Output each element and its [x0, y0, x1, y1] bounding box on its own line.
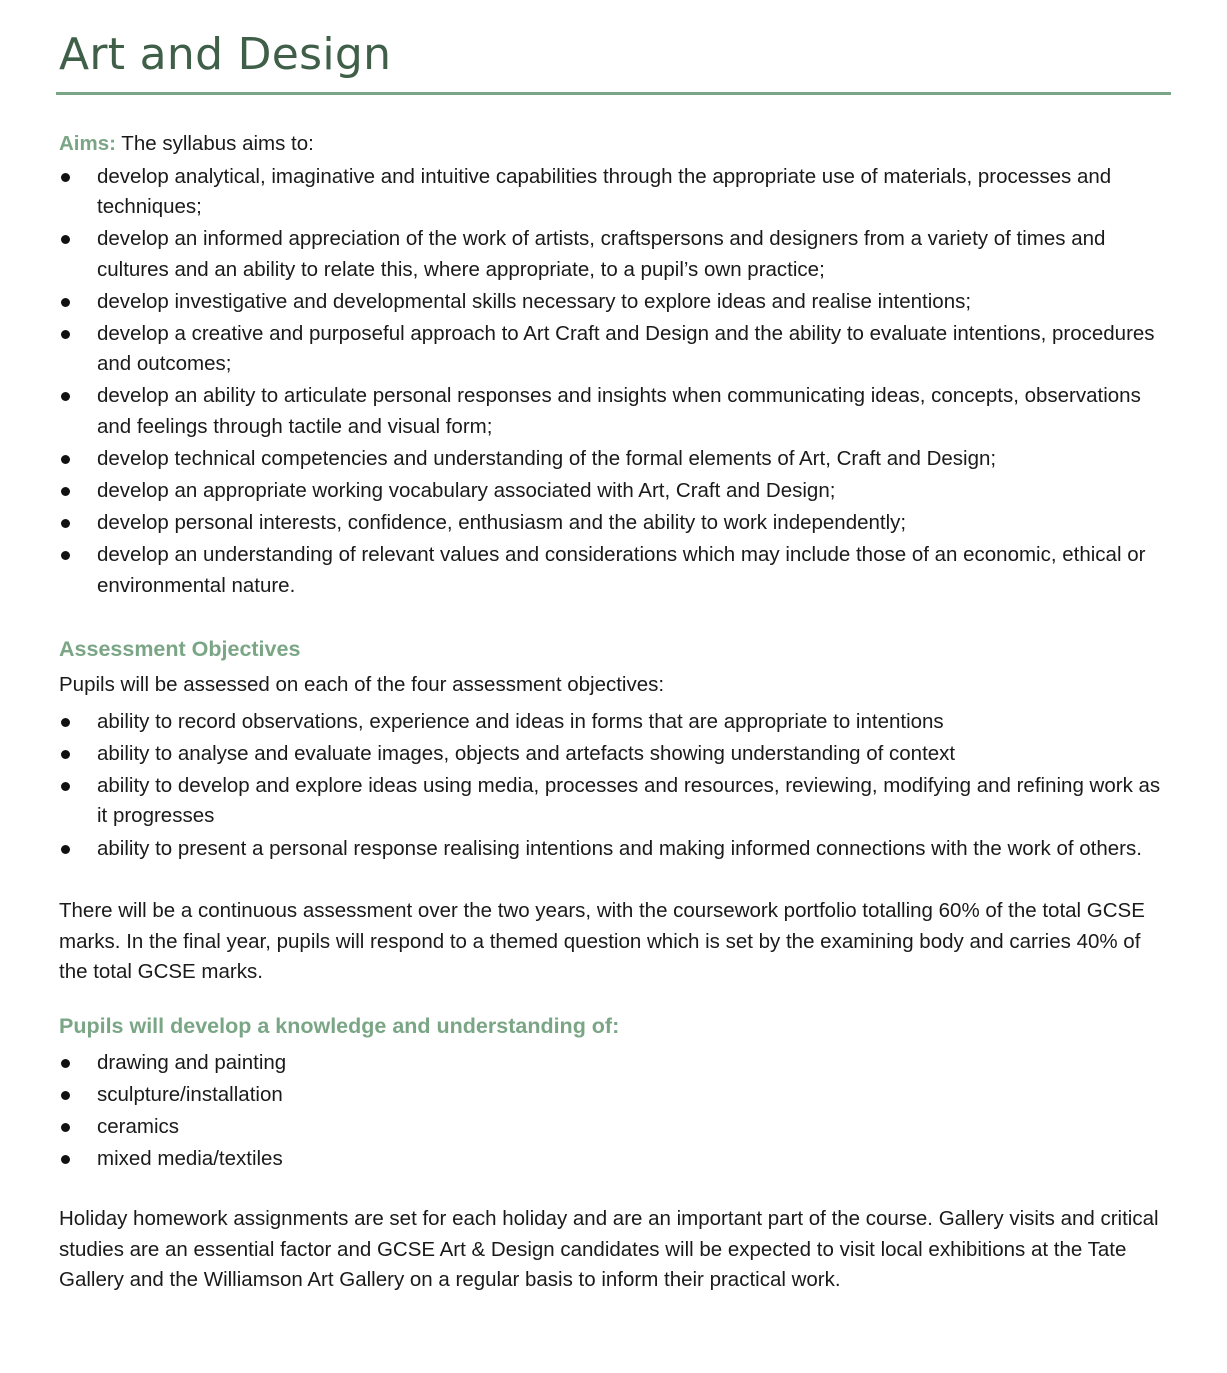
- list-item: ability to develop and explore ideas using media, processes and resources, reviewing, modifying and refining work as it progresses: [59, 771, 1171, 832]
- aims-heading: Aims:: [59, 132, 116, 155]
- list-item: develop a creative and purposeful approach to Art Craft and Design and the ability to evaluate intentions, procedures and outcomes;: [59, 319, 1171, 380]
- knowledge-list: [59, 1048, 1171, 1175]
- list-item: ability to record observations, experience and ideas in forms that are appropriate to intentions: [59, 707, 1171, 738]
- knowledge-heading: Pupils will develop a knowledge and understanding of:: [59, 1013, 620, 1038]
- assessment-intro: Pupils will be assessed on each of the four assessment objectives:: [59, 673, 665, 697]
- title-divider: [56, 92, 1171, 95]
- list-item: develop technical competencies and understanding of the formal elements of Art, Craft and Design;: [59, 444, 1171, 475]
- list-item: develop an informed appreciation of the work of artists, craftspersons and designers from a variety of times and cultures and an ability to relate this, where appropriate, to a pupil’s own practice;: [59, 224, 1171, 285]
- list-item: develop an ability to articulate personal responses and insights when communicating ideas, concepts, observations and feelings through tactile and visual form;: [59, 381, 1171, 442]
- page-title: Art and Design: [59, 29, 392, 80]
- list-item: develop analytical, imaginative and intuitive capabilities through the appropriate use of materials, processes and techniques;: [59, 162, 1171, 223]
- list-item: develop personal interests, confidence, enthusiasm and the ability to work independently;: [59, 508, 1171, 539]
- aims-intro-text: The syllabus aims to:: [115, 132, 314, 155]
- list-item: ability to present a personal response realising intentions and making informed connections with the work of others.: [59, 834, 1171, 865]
- assessment-heading: Assessment Objectives: [59, 637, 301, 662]
- list-item: develop an understanding of relevant values and considerations which may include those of an economic, ethical or environmental nature.: [59, 540, 1171, 601]
- list-item: ceramics: [59, 1112, 1171, 1143]
- list-item: develop investigative and developmental skills necessary to explore ideas and realise intentions;: [59, 287, 1171, 318]
- aims-list: [59, 162, 1171, 602]
- assessment-list: [59, 707, 1171, 864]
- list-item: sculpture/installation: [59, 1080, 1171, 1111]
- list-item: develop an appropriate working vocabulary associated with Art, Craft and Design;: [59, 476, 1171, 507]
- list-item: drawing and painting: [59, 1048, 1171, 1079]
- list-item: ability to analyse and evaluate images, objects and artefacts showing understanding of context: [59, 739, 1171, 770]
- holiday-paragraph: Holiday homework assignments are set for each holiday and are an important part of the course. Gallery visits and critical studies are an essential factor and GCSE Art & Design candidates will be expected to visit local exhibitions at the Tate Gallery and the Williamson Art Gallery on a regular basis to inform their practical work.: [59, 1207, 1159, 1292]
- list-item: mixed media/textiles: [59, 1144, 1171, 1175]
- aims-intro: [59, 129, 1171, 160]
- assessment-paragraph: There will be a continuous assessment over the two years, with the coursework portfolio totalling 60% of the total GCSE marks. In the final year, pupils will respond to a themed question which is set by the examining body and carries 40% of the total GCSE marks.: [59, 899, 1145, 984]
